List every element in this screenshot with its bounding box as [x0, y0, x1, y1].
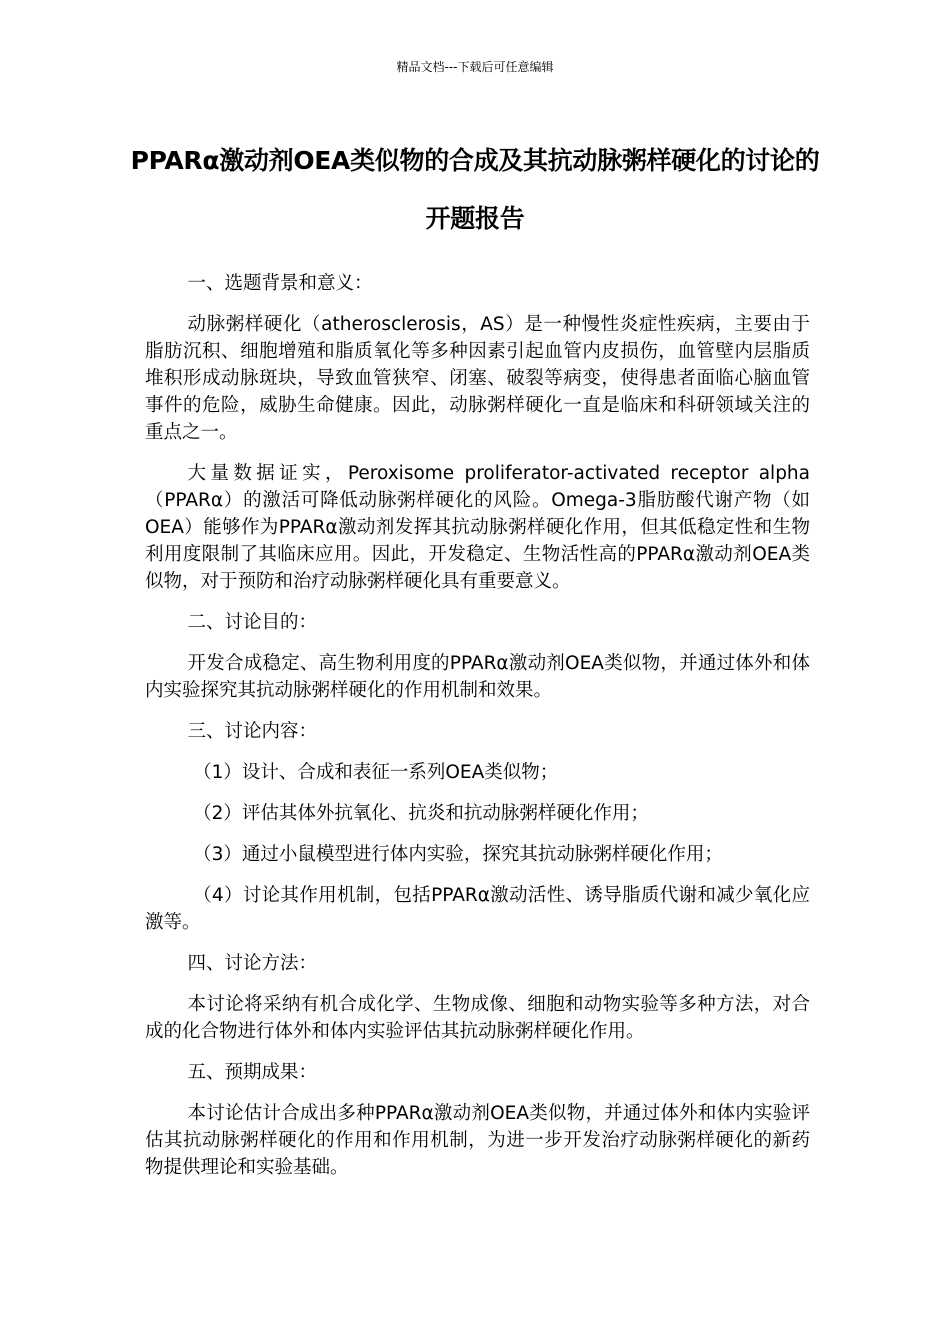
section-heading-background: 一、选题背景和意义：: [187, 273, 373, 294]
content-item-1: （1）设计、合成和表征一系列OEA类似物；: [193, 762, 559, 783]
section-heading-content: 三、讨论内容：: [187, 721, 318, 742]
content-item-3: （3）通过小鼠模型进行体内实验，探究其抗动脉粥样硬化作用；: [193, 844, 723, 865]
content-item-4: （4）讨论其作用机制，包括PPARα激动活性、诱导脂质代谢和减少氧化应激等。: [145, 885, 810, 933]
page-header: 精品文档---下载后可任意编辑: [396, 60, 554, 74]
section-heading-method: 四、讨论方法：: [187, 953, 318, 974]
paragraph-outcome: 本讨论估计合成出多种PPARα激动剂OEA类似物，并通过体外和体内实验评估其抗动脉粥样硬化的作用和作用机制，为进一步开发治疗动脉粥样硬化的新药物提供理论和实验基础。: [145, 1103, 810, 1178]
paragraph-method: 本讨论将采纳有机合成化学、生物成像、细胞和动物实验等多种方法，对合成的化合物进行体外和体内实验评估其抗动脉粥样硬化作用。: [145, 994, 810, 1042]
paragraph-background-1: 动脉粥样硬化（atherosclerosis，AS）是一种慢性炎症性疾病，主要由于脂肪沉积、细胞增殖和脂质氧化等多种因素引起血管内皮损伤，血管壁内层脂质堆积形成动脉斑块，导致血管狭窄、闭塞、破裂等病变，使得患者面临心脑血管事件的危险，威胁生命健康。因此，动脉粥样硬化一直是临床和科研领域关注的重点之一。: [145, 314, 810, 443]
section-heading-purpose: 二、讨论目的：: [187, 612, 318, 633]
document-title: PPARα激动剂OEA类似物的合成及其抗动脉粥样硬化的讨论的开题报告: [130, 146, 820, 233]
paragraph-purpose: 开发合成稳定、高生物利用度的PPARα激动剂OEA类似物，并通过体外和体内实验探究其抗动脉粥样硬化的作用机制和效果。: [145, 653, 810, 701]
section-heading-outcome: 五、预期成果：: [187, 1062, 318, 1083]
content-item-2: （2）评估其体外抗氧化、抗炎和抗动脉粥样硬化作用；: [193, 803, 649, 824]
paragraph-background-2: 大量数据证实，Peroxisome proliferator-activated receptor alpha（PPARα）的激活可降低动脉粥样硬化的风险。Omega-3脂肪酸代谢产物（如OEA）能够作为PPARα激动剂发挥其抗动脉粥样硬化作用，但其低稳定性和生物利用度限制了其临床应用。因此，开发稳定、生物活性高的PPARα激动剂OEA类似物，对于预防和治疗动脉粥样硬化具有重要意义。: [145, 463, 810, 592]
document-body: [145, 270, 810, 1195]
